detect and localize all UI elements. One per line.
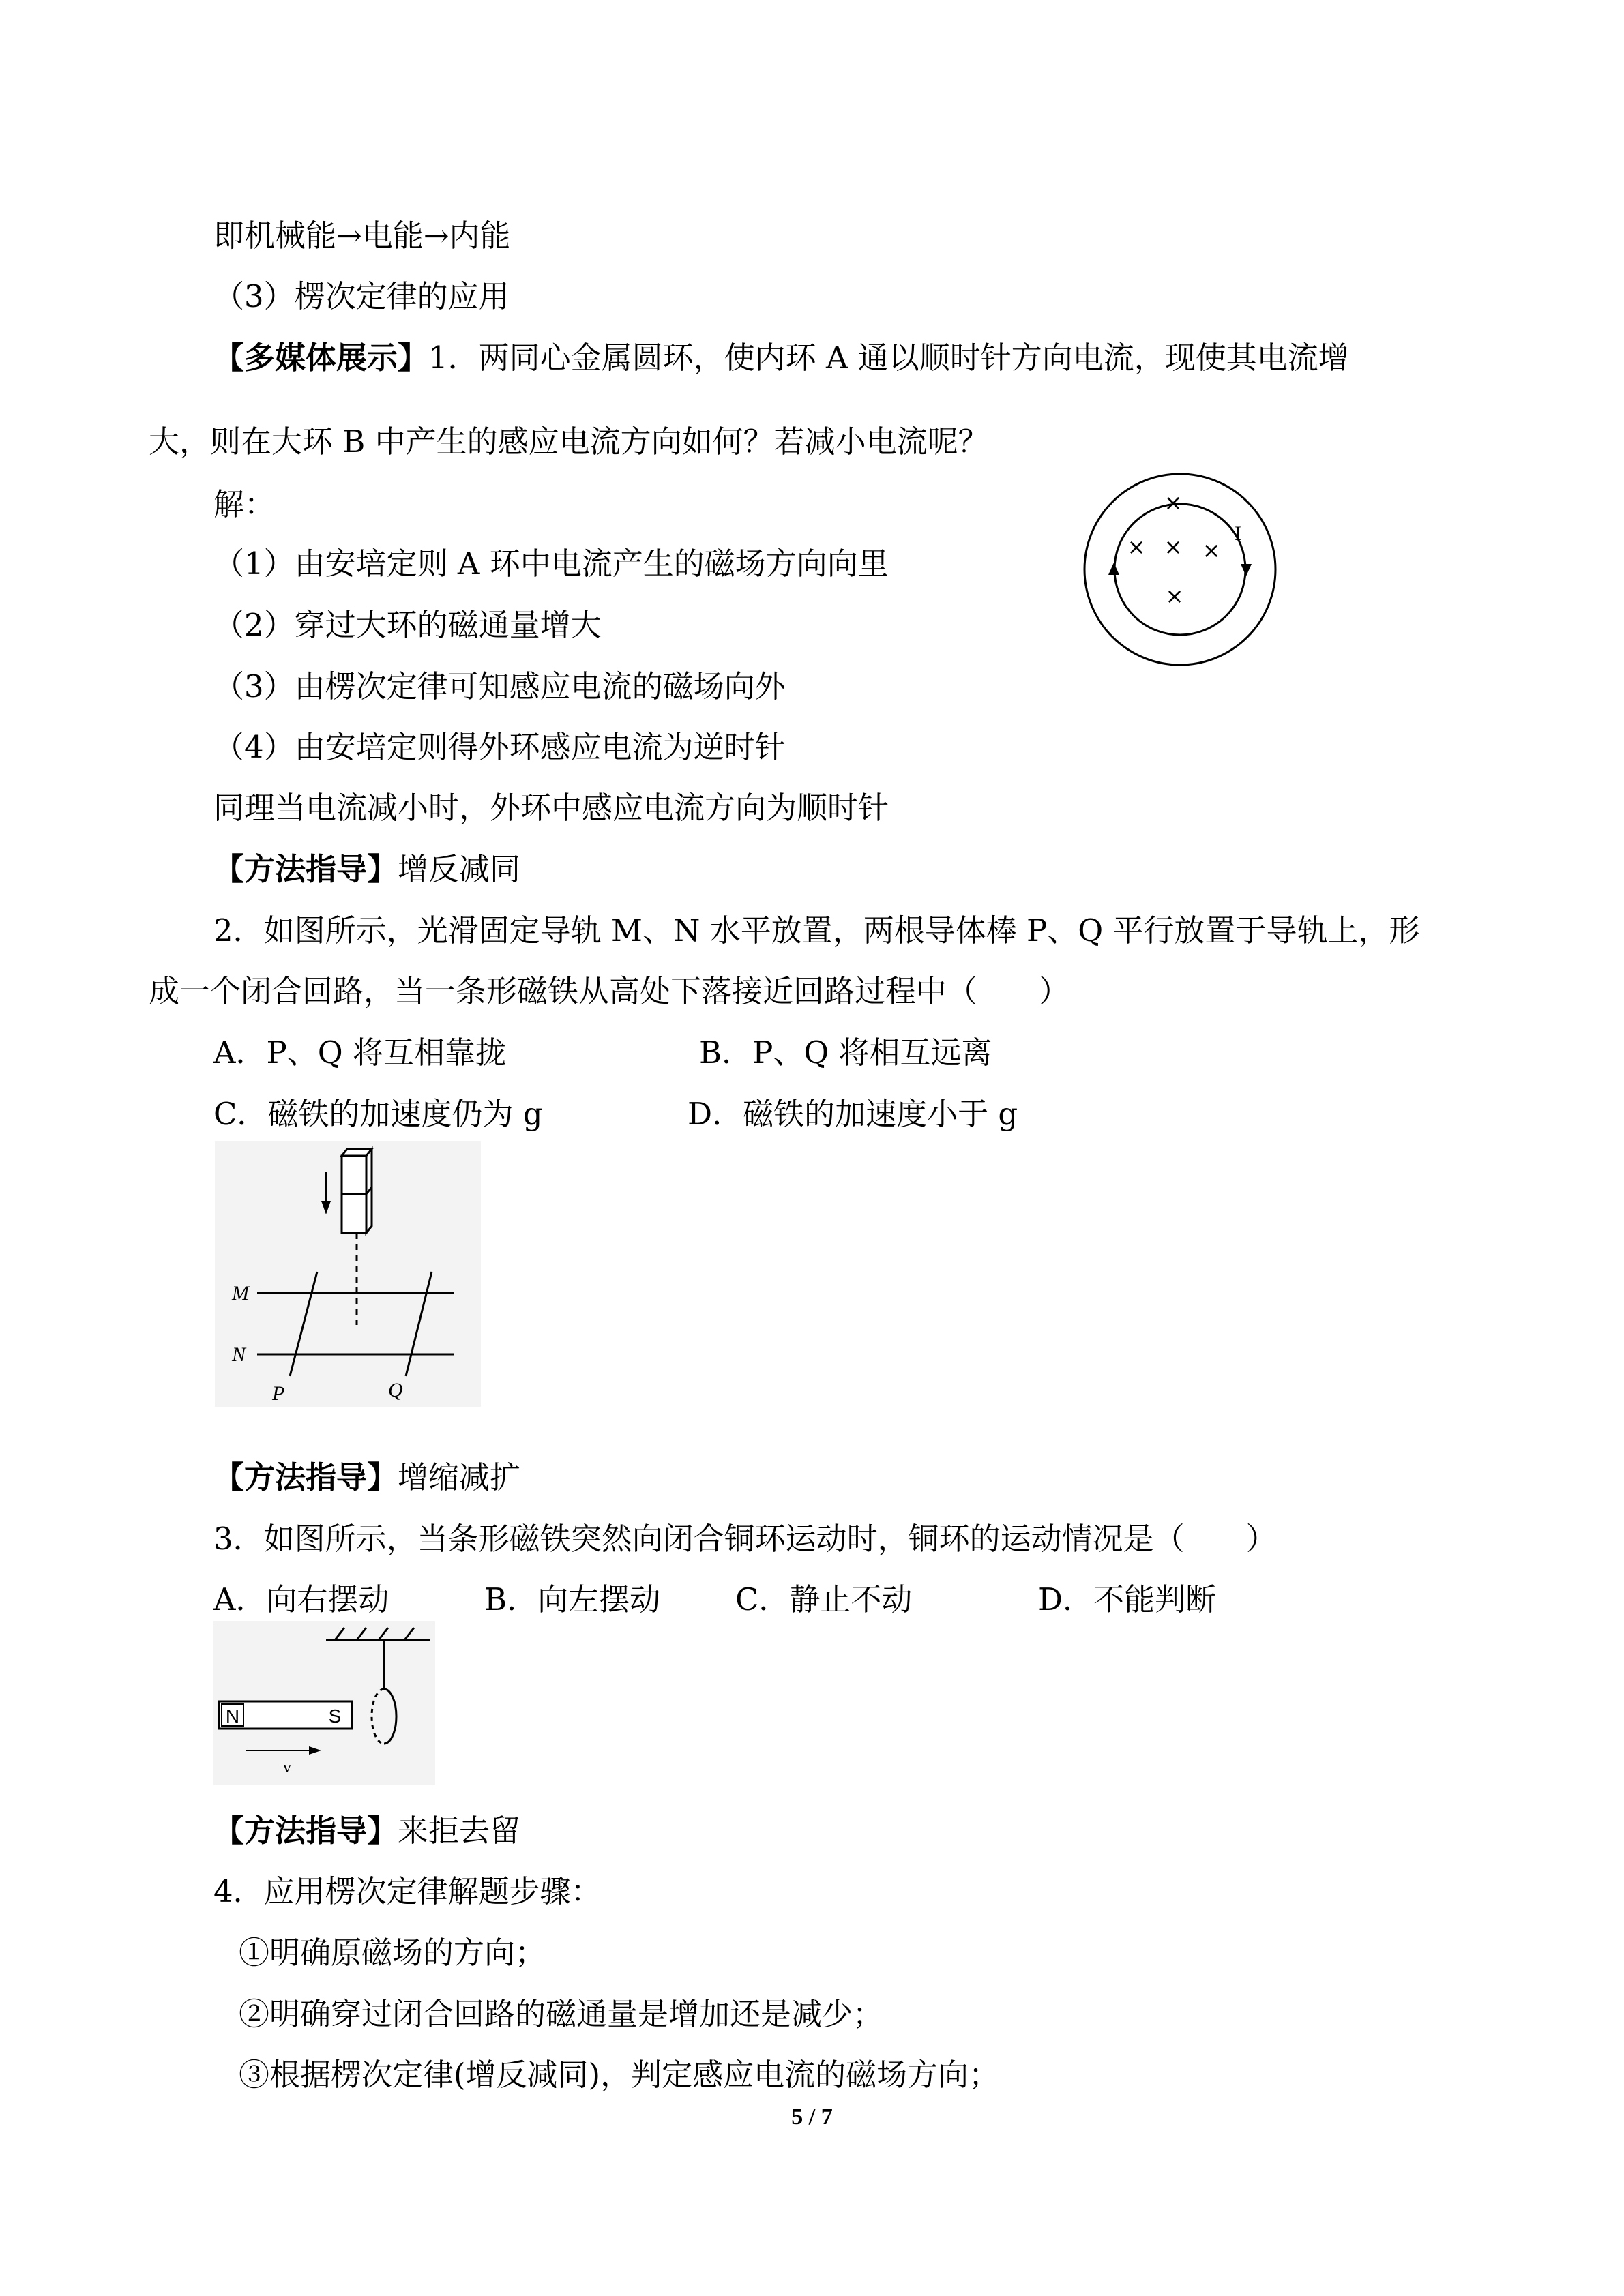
south-pole-label: S — [328, 1705, 342, 1727]
label-p: P — [272, 1382, 285, 1405]
method-guide-2 — [213, 1457, 520, 1498]
option-b: B．向左摆动 — [484, 1581, 661, 1617]
option-c: C．磁铁的加速度仍为 g — [213, 1096, 543, 1132]
method-text: 增缩减扩 — [398, 1459, 521, 1495]
bar-magnet — [342, 1149, 372, 1233]
section-tag: 【多媒体展示】 — [213, 340, 429, 376]
section-tag: 【方法指导】 — [213, 851, 398, 887]
arrow-up-icon — [1108, 563, 1119, 575]
method-text: 增反减同 — [398, 851, 521, 887]
method-text: 来拒去留 — [398, 1813, 521, 1849]
field-cross: × — [1164, 490, 1183, 516]
text-line: 即机械能→电能→内能 — [213, 218, 511, 254]
north-pole-label: N — [225, 1705, 240, 1727]
rails-magnet-figure — [215, 1141, 481, 1407]
label-n: N — [232, 1343, 246, 1366]
question-2-line-2: 成一个闭合回路，当一条形磁铁从高处下落接近回路过程中（ ） — [149, 973, 1070, 1009]
option-a: A．向右摆动 — [213, 1581, 389, 1617]
step-item: ①明确原磁场的方向； — [239, 1935, 546, 1971]
question-4: 4．应用楞次定律解题步骤： — [213, 1873, 602, 1909]
arrow-down-icon — [1241, 564, 1252, 576]
concentric-rings-figure — [1078, 467, 1282, 672]
magnet-ring-figure — [213, 1621, 435, 1785]
method-guide-1 — [213, 849, 520, 890]
option-c: C．静止不动 — [735, 1581, 913, 1617]
field-cross: × — [1165, 583, 1184, 609]
step-item: ③根据楞次定律(增反减同)，判定感应电流的磁场方向； — [239, 2057, 1000, 2093]
label-q: Q — [388, 1379, 403, 1401]
question-1-line-2: 大，则在大环 B 中产生的感应电流方向如何？若减小电流呢？ — [149, 423, 989, 460]
option-d: D．磁铁的加速度小于 g — [688, 1096, 1018, 1132]
current-label: I — [1235, 522, 1241, 545]
solution-step: （1）由安培定则 A 环中电流产生的磁场方向向里 — [213, 546, 889, 582]
question-1-line-1 — [213, 338, 1349, 378]
solution-label: 解： — [213, 486, 276, 522]
step-item: ②明确穿过闭合回路的磁通量是增加还是减少； — [239, 1996, 884, 2032]
solution-step: （3）由楞次定律可知感应电流的磁场向外 — [213, 668, 786, 704]
option-b: B．P、Q 将相互远离 — [699, 1034, 992, 1071]
solution-step: （4）由安培定则得外环感应电流为逆时针 — [213, 729, 786, 765]
velocity-label: v — [283, 1759, 291, 1776]
question-text: 1．两同心金属圆环，使内环 A 通以顺时针方向电流，现使其电流增 — [428, 340, 1349, 376]
section-tag: 【方法指导】 — [213, 1813, 398, 1849]
label-m: M — [232, 1282, 249, 1304]
inner-ring-a — [1114, 504, 1245, 635]
option-d: D．不能判断 — [1038, 1581, 1217, 1617]
page-number: 5 / 7 — [791, 2104, 833, 2130]
field-cross: × — [1127, 534, 1146, 560]
text-line: （3）楞次定律的应用 — [213, 278, 510, 314]
question-3: 3．如图所示，当条形磁铁突然向闭合铜环运动时，铜环的运动情况是（ ） — [213, 1521, 1277, 1557]
text-line: 同理当电流减小时，外环中感应电流方向为顺时针 — [213, 790, 889, 826]
solution-step: （2）穿过大环的磁通量增大 — [213, 607, 602, 643]
field-cross: × — [1164, 534, 1183, 560]
method-guide-3 — [213, 1810, 520, 1851]
field-cross: × — [1202, 537, 1221, 563]
section-tag: 【方法指导】 — [213, 1459, 398, 1495]
option-a: A．P、Q 将互相靠拢 — [213, 1034, 506, 1071]
question-2-line-1: 2．如图所示，光滑固定导轨 M、N 水平放置，两根导体棒 P、Q 平行放置于导轨上，形 — [213, 912, 1420, 949]
